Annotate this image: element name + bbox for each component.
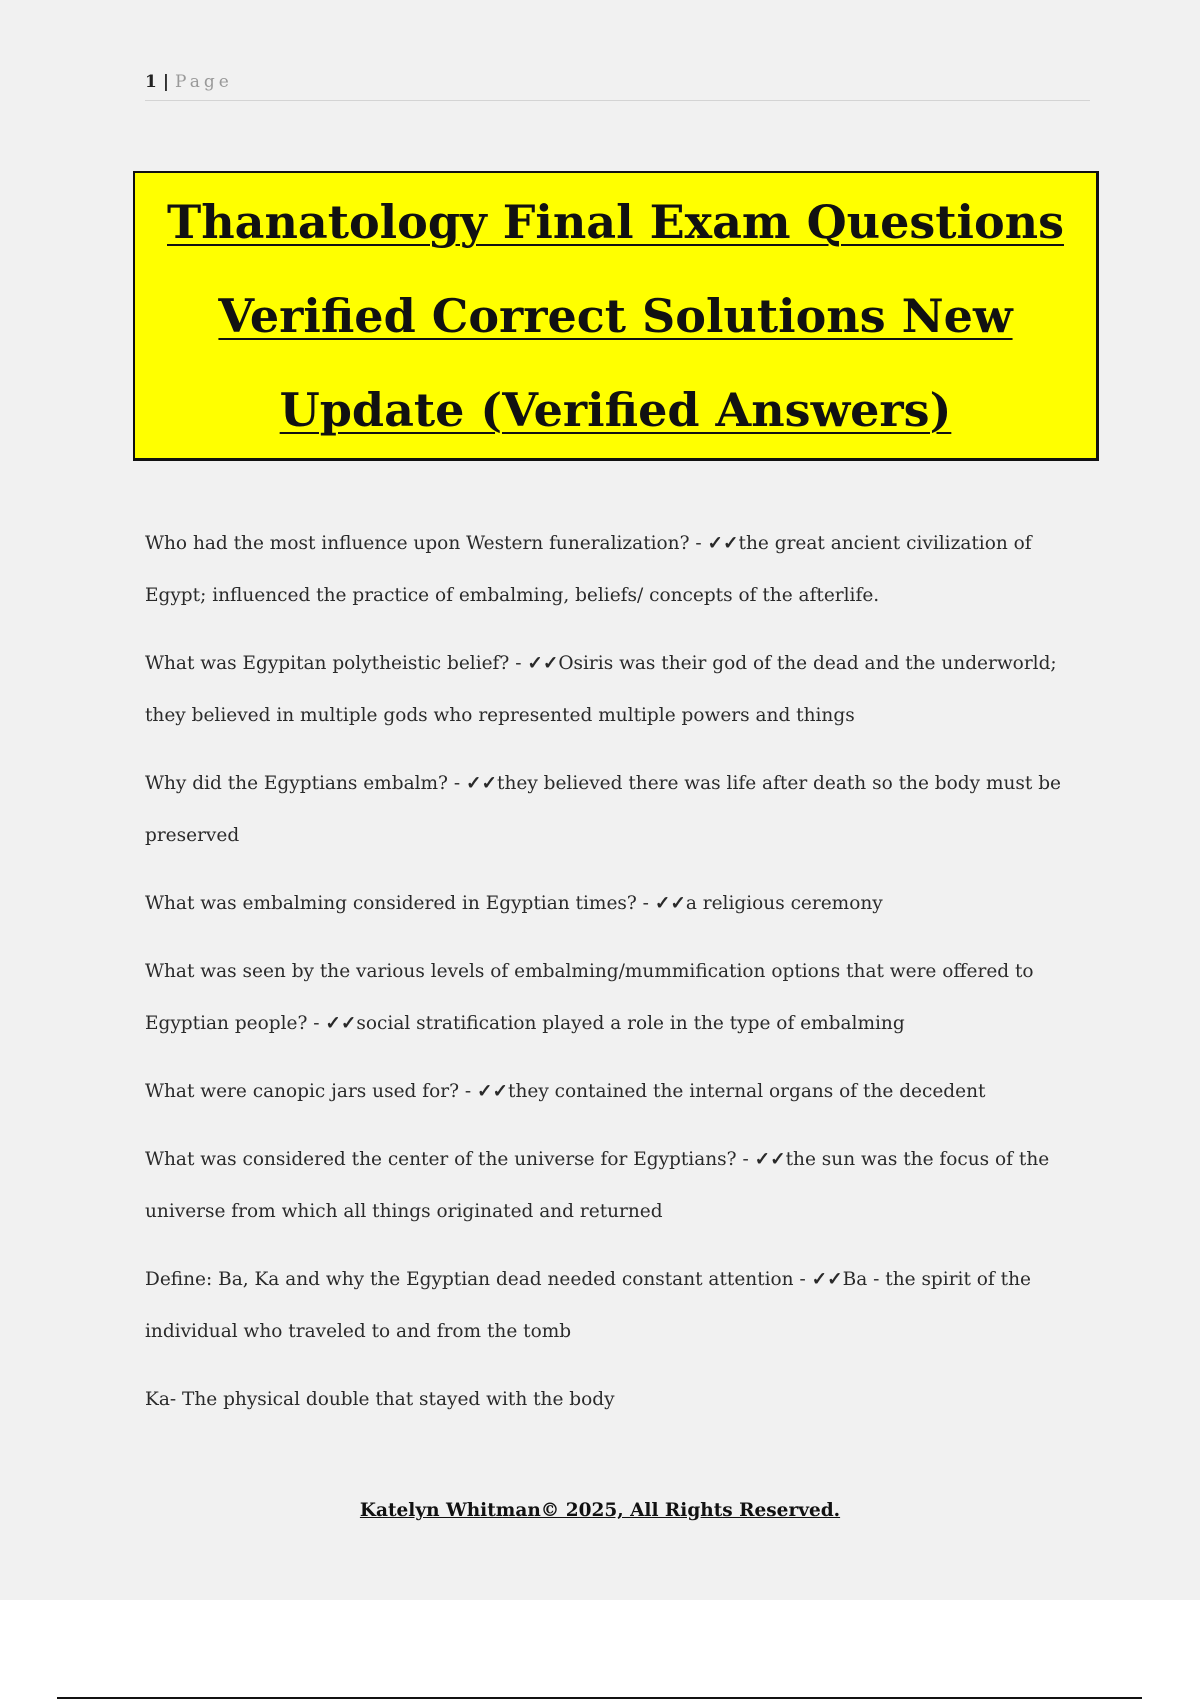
checkmark-icon: ✓✓: [527, 653, 559, 674]
question: What was considered the center of the universe for Egyptians? -: [145, 1149, 755, 1170]
checkmark-icon: ✓✓: [654, 893, 686, 914]
page-number: 1: [145, 72, 157, 92]
question: What was Egypitan polytheistic belief? -: [145, 653, 528, 674]
checkmark-icon: ✓✓: [466, 773, 498, 794]
answer: Ba - the spirit of the individual who traveled to and from the tomb: [145, 1269, 1031, 1342]
page-header: [145, 72, 1090, 101]
checkmark-icon: ✓✓: [477, 1081, 509, 1102]
qa-list: [145, 518, 1095, 1442]
page-separator: |: [162, 72, 170, 92]
question: Define: Ba, Ka and why the Egyptian dead needed constant attention -: [145, 1269, 812, 1290]
answer: social stratification played a role in the type of embalming: [356, 1013, 905, 1034]
checkmark-icon: ✓✓: [754, 1149, 786, 1170]
title-box: [133, 171, 1099, 461]
checkmark-icon: ✓✓: [325, 1013, 357, 1034]
qa-item: [145, 1254, 1095, 1358]
question: What was seen by the various levels of embalming/mummification options that were offered to Egyptian people? -: [145, 961, 1034, 1034]
question: Who had the most influence upon Western funeralization? -: [145, 533, 708, 554]
title-line-3: Update (Verified Answers): [279, 382, 952, 437]
qa-item: [145, 518, 1095, 622]
qa-item: [145, 1066, 1095, 1118]
qa-item: [145, 1374, 1095, 1426]
bottom-divider: [57, 1697, 1142, 1699]
qa-item: [145, 638, 1095, 742]
answer: the sun was the focus of the universe from which all things originated and returned: [145, 1149, 1050, 1222]
title-line-1: Thanatology Final Exam Questions: [167, 194, 1064, 249]
answer: they contained the internal organs of the decedent: [508, 1081, 986, 1102]
question: Why did the Egyptians embalm? -: [145, 773, 466, 794]
answer: the great ancient civilization of Egypt; influenced the practice of embalming, beliefs/ concepts of the afterlife.: [145, 533, 1032, 606]
page-label: Page: [175, 72, 233, 92]
qa-item: [145, 946, 1095, 1050]
answer: they believed there was life after death so the body must be preserved: [145, 773, 1061, 846]
checkmark-icon: ✓✓: [707, 533, 739, 554]
qa-item: [145, 1134, 1095, 1238]
copyright-footer: Katelyn Whitman© 2025, All Rights Reserved.: [359, 1500, 841, 1521]
question: What were canopic jars used for? -: [145, 1081, 477, 1102]
question: What was embalming considered in Egyptian times? -: [145, 893, 655, 914]
answer: Osiris was their god of the dead and the underworld; they believed in multiple gods who represented multiple powers and things: [145, 653, 1057, 726]
qa-item: [145, 878, 1095, 930]
checkmark-icon: ✓✓: [811, 1269, 843, 1290]
answer: a religious ceremony: [685, 893, 883, 914]
answer: Ka- The physical double that stayed with the body: [145, 1389, 615, 1410]
title-line-2: Verified Correct Solutions New: [218, 288, 1013, 343]
qa-item: [145, 758, 1095, 862]
